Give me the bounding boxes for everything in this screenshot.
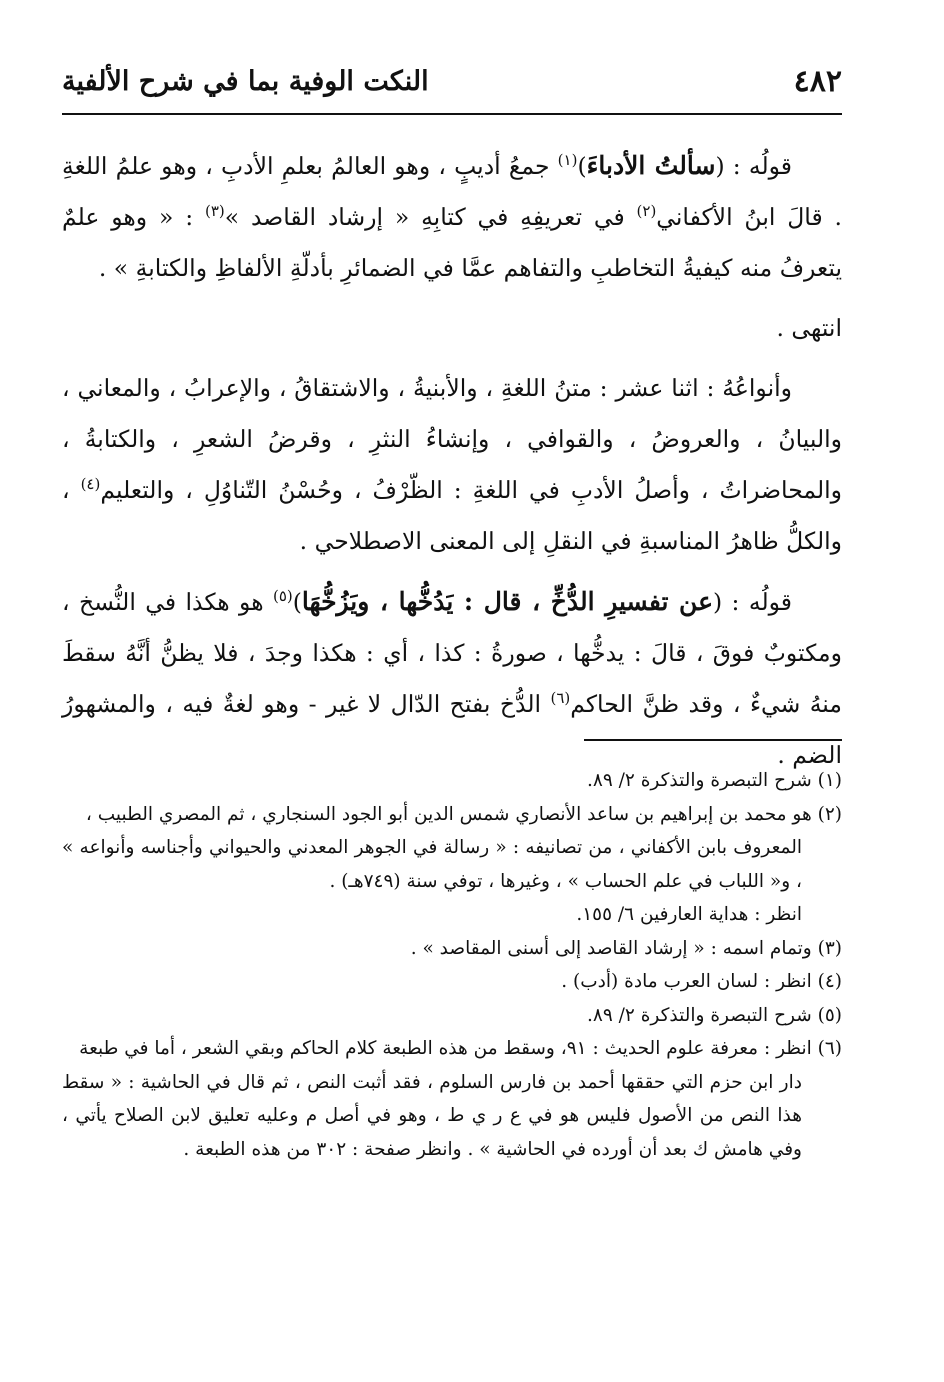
footnote-ref: (٣) [204,202,225,221]
quoted-phrase: عن تفسيرِ الدُّخِّ ، قال : يَدُخُّها ، ويَزُخُّهَا [301,587,714,616]
main-text [62,140,842,790]
paragraph-1 [62,140,842,294]
text-run: الدُّخ بفتح الدّال لا غير - وهو لغةٌ فيه ، والمشهورُ الضم . [62,690,842,769]
text-run: ، والكلُّ ظاهرُ المناسبةِ في النقلِ إلى المعنى الاصطلاحي . [62,476,842,555]
quoted-phrase: سألتُ الأدباءَ [586,151,716,180]
footnote-ref: (٥) [272,587,293,606]
footnotes [62,764,842,1166]
footnote-2-line: (٢) هو محمد بن إبراهيم بن ساعد الأنصاري شمس الدين أبو الجود السنجاري ، ثم المصري الطبيب ، [85,803,842,825]
footnote-ref: (١) [557,151,578,170]
footnote-2-continuation: المعروف بابن الأكفاني ، من تصانيفه : « رسالة في الجوهر المعدني والحيواني وأجناسه وأنواعه » ، و« اللباب في علم الحساب » ، وغيرها ، توفي سنة (٧٤٩هـ) . [62,837,802,892]
running-title: النكت الوفية بما في شرح الألفية [62,65,429,97]
footnote-6-continuation: دار ابن حزم التي حققها أحمد بن فارس السلوم ، فقد أثبت النص ، ثم قال في الحاشية : « سقط هذا النص من الأصول فليس هو في ع ر ي ط ، وهو في أصل م وعليه تعليق لابن الصلاح يأتي ، وفي هامش ك بعد أن أورده في الحاشية » . وانظر صفحة : ٣٠٢ من هذه الطبعة . [62,1071,802,1160]
header-rule [62,113,842,115]
page-number: ٤٨٢ [793,63,842,99]
footnote-ref: (٤) [80,475,101,494]
page-header [62,55,842,107]
footnote-separator [584,739,842,741]
footnote-2 [62,798,842,932]
footnote-ref: (٦) [550,689,571,708]
footnote-6-line: (٦) انظر : معرفة علوم الحديث : ٩١، وسقط من هذه الطبعة كلام الحاكم وبقي الشعر ، أما في طبعة [79,1038,842,1059]
footnote-ref: (٢) [636,202,657,221]
text-run: ) [292,588,302,616]
text-run: : « وهو علمٌ يتعرفُ منه كيفيةُ التخاطبِ والتفاهم عمَّا في الضمائرِ بأدلّةِ الألفاظِ والكتابةِ » . [62,203,842,282]
footnote-1: (١) شرح التبصرة والتذكرة ٢/ ٨٩. [587,770,842,791]
footnote-5: (٥) شرح التبصرة والتذكرة ٢/ ٨٩. [587,1004,842,1026]
footnote-3: (٣) وتمام اسمه : « إرشاد القاصد إلى أسنى المقاصد » . [410,937,842,959]
text-run: قولُه : ( [713,588,792,616]
text-run: هو هكذا في النُّسخ ، ومكتوبٌ فوقَ ، قالَ : يدخُّها ، صورةُ : كذا ، أي : هكذا وجدَ ، فلا يظنُّ أنَّهُ سقطَ منهُ شيءٌ ، وقد ظنَّ الحاكم [62,588,842,718]
footnote-4: (٤) انظر : لسان العرب مادة (أدب) . [561,971,842,992]
footnote-6 [62,1032,842,1166]
paragraph-2 [62,363,842,567]
paragraph-3 [62,576,842,781]
footnote-2-reference: انظر : هداية العارفين ٦/ ١٥٥. [576,904,802,925]
paragraph-1-end: انتهى . [776,314,842,342]
text-run: قولُه : ( [715,152,792,180]
text-run: جمعُ أديبٍ ، وهو العالمُ بعلمِ الأدبِ ، وهو علمُ اللغةِ . قالَ ابنُ الأكفاني [62,152,842,231]
text-run: ) [577,152,587,180]
text-run: وأنواعُهُ : اثنا عشر : متنُ اللغةِ ، والأبنيةُ ، والاشتقاقُ ، والإعرابُ ، والمعاني ، والبيانُ ، والعروضُ ، والقوافي ، وإنشاءُ النثرِ ، وقرضُ الشعرِ ، والكتابةُ ، والمحاضراتُ ، وأصلُ الأدبِ في اللغةِ : الظّرْفُ ، وحُسْنُ التّناوُلِ ، والتعليم [62,374,842,504]
text-run: في تعريفِهِ في كتابِهِ « إرشاد القاصد » [224,203,637,231]
